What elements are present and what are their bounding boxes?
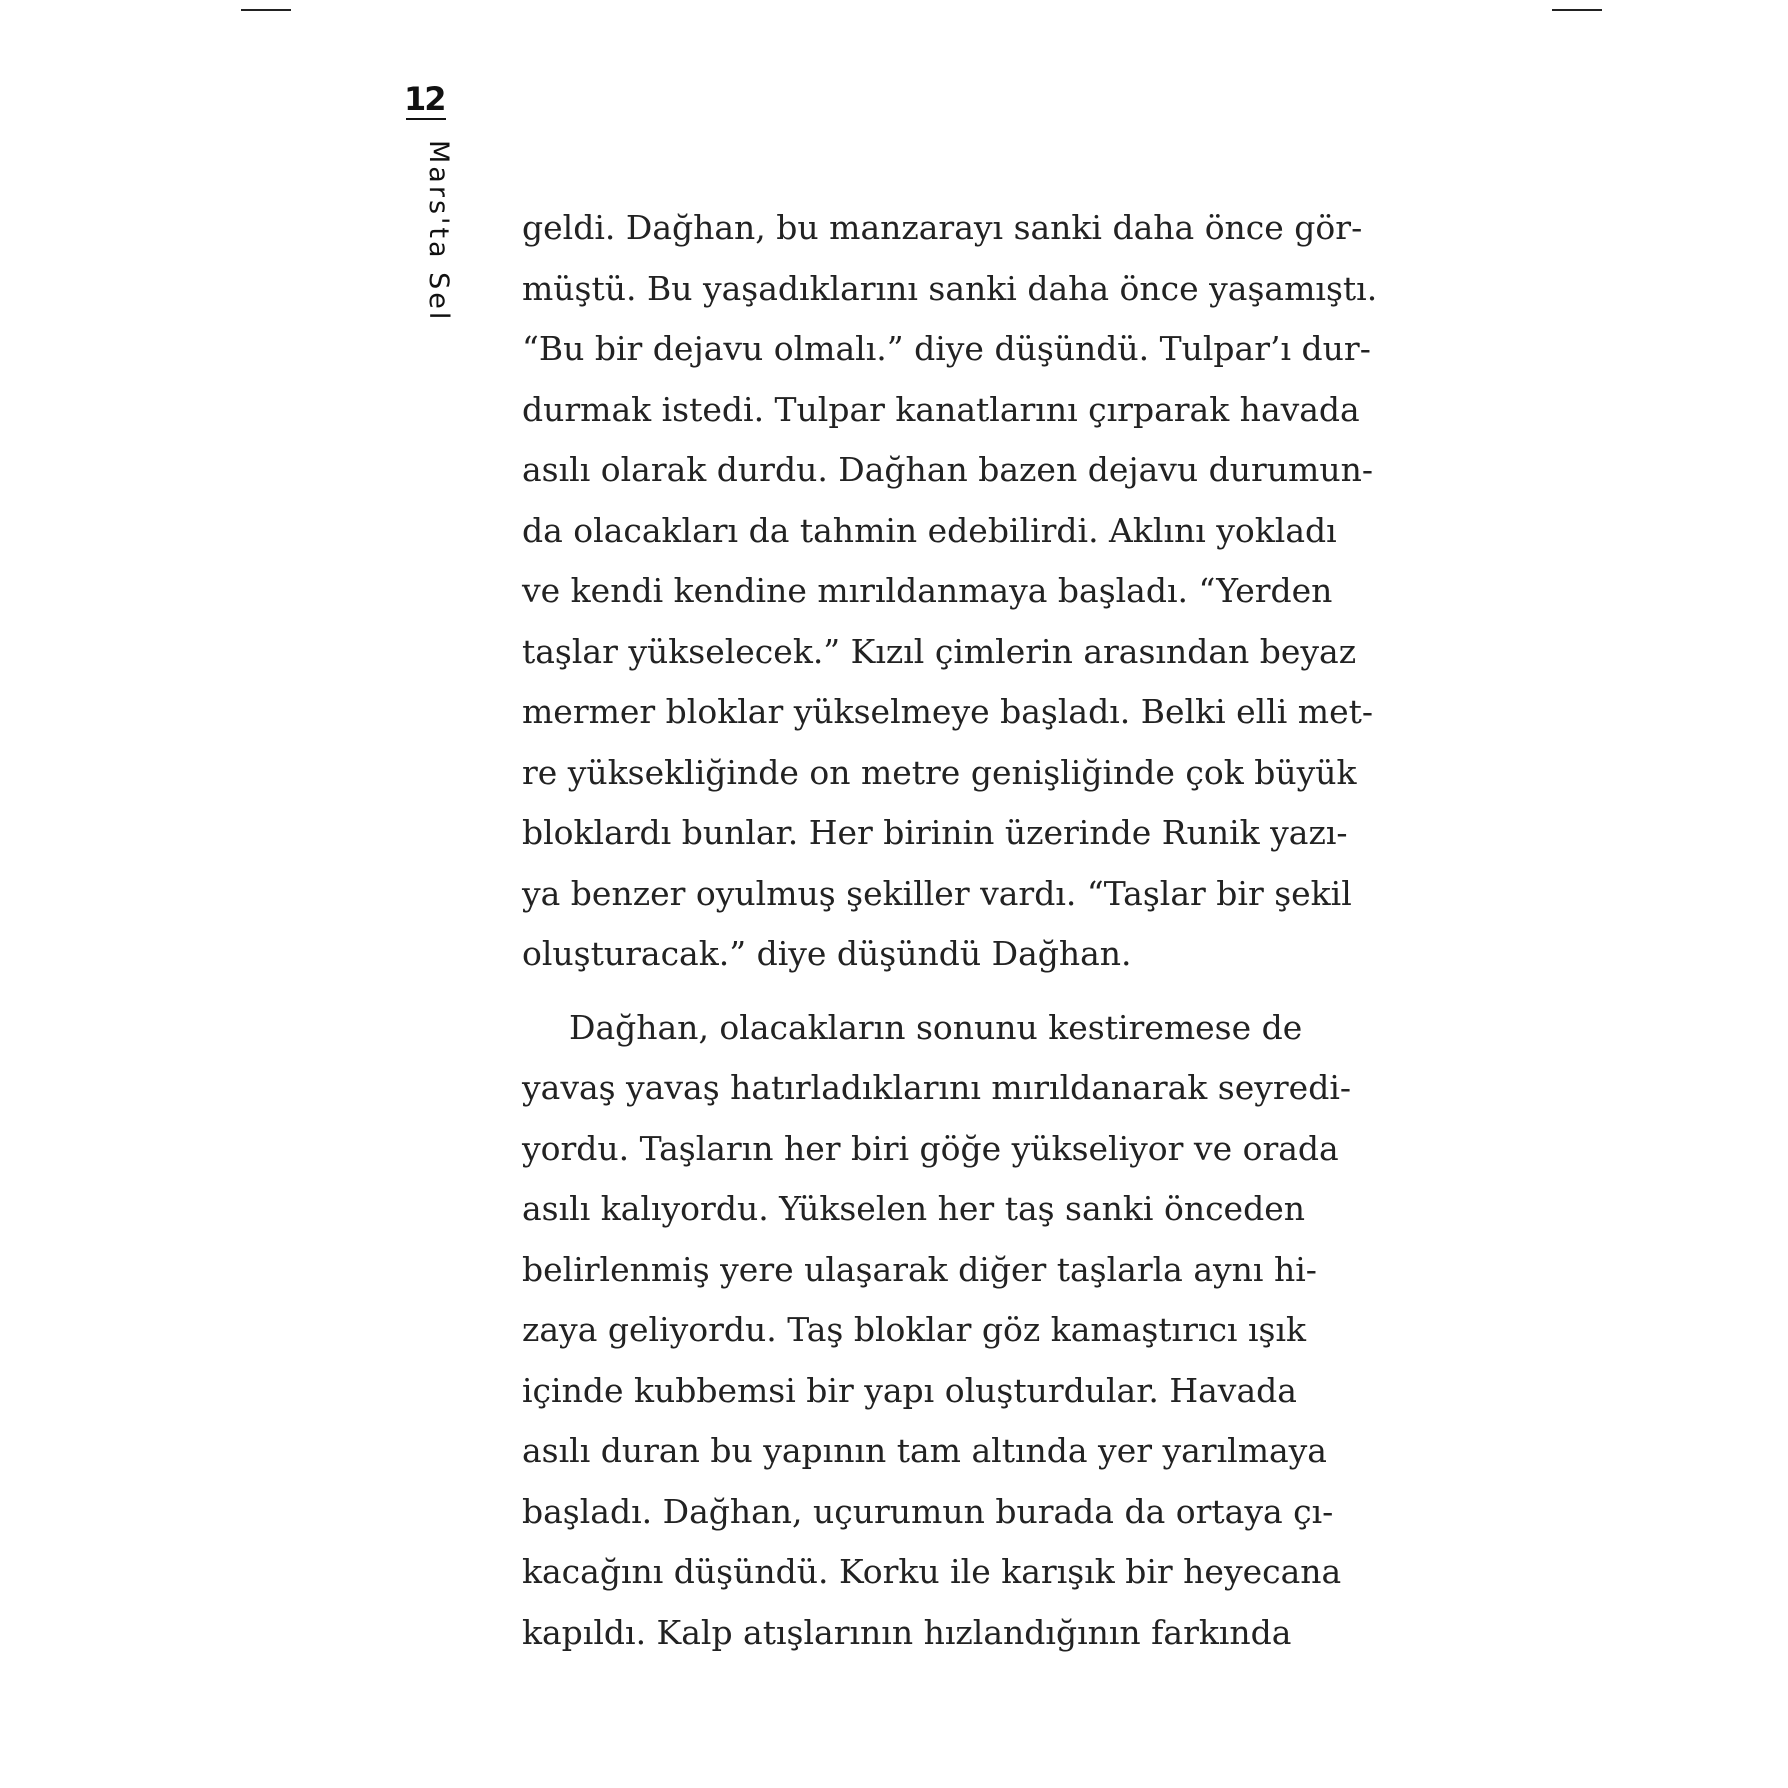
text-line: kacağını düşündü. Korku ile karışık bir heyecana <box>522 1552 1342 1591</box>
text-line: mermer bloklar yükselmeye başladı. Belki elli met- <box>522 692 1374 731</box>
text-line: oluşturacak.” diye düşündü Dağhan. <box>522 934 1132 973</box>
text-line: zaya geliyordu. Taş bloklar göz kamaştırıcı ışık <box>522 1310 1307 1349</box>
text-line: içinde kubbemsi bir yapı oluşturdular. Havada <box>522 1370 1297 1410</box>
text-line: başladı. Dağhan, uçurumun burada da ortaya çı- <box>522 1491 1334 1531</box>
text-line: da olacakları da tahmin edebilirdi. Aklını yokladı <box>522 510 1337 550</box>
text-line: kapıldı. Kalp atışlarının hızlandığının farkında <box>522 1612 1292 1652</box>
text-line: re yüksekliğinde on metre genişliğinde çok büyük <box>522 752 1357 792</box>
paragraph <box>522 198 1378 985</box>
text-line: taşlar yükselecek.” Kızıl çimlerin arasından beyaz <box>522 631 1357 671</box>
text-line: yavaş yavaş hatırladıklarını mırıldanarak seyredi- <box>522 1068 1352 1107</box>
text-line: yordu. Taşların her biri göğe yükseliyor ve orada <box>522 1128 1339 1168</box>
text-line: durmak istedi. Tulpar kanatlarını çırparak havada <box>522 389 1360 429</box>
text-line: ve kendi kendine mırıldanmaya başladı. “Yerden <box>522 571 1333 610</box>
text-line: “Bu bir dejavu olmalı.” diye düşündü. Tulpar’ı dur- <box>522 329 1371 368</box>
text-line: belirlenmiş yere ulaşarak diğer taşlarla aynı hi- <box>522 1249 1317 1289</box>
crop-mark-left <box>241 9 291 11</box>
text-line: asılı olarak durdu. Dağhan bazen dejavu durumun- <box>522 450 1373 489</box>
header-divider <box>406 118 446 120</box>
text-line: asılı kalıyordu. Yükselen her taş sanki önceden <box>522 1189 1305 1228</box>
crop-mark-right <box>1552 9 1602 11</box>
text-line: asılı duran bu yapının tam altında yer yarılmaya <box>522 1431 1327 1470</box>
text-line: geldi. Dağhan, bu manzarayı sanki daha önce gör- <box>522 208 1363 247</box>
text-line: bloklardı bunlar. Her birinin üzerinde Runik yazı- <box>522 813 1348 852</box>
text-line: Dağhan, olacakların sonunu kestiremese de <box>569 1007 1303 1047</box>
page-number: 12 <box>404 80 445 118</box>
running-title: Mars'ta Sel <box>423 140 454 323</box>
body-text <box>522 198 1378 1663</box>
text-line: ya benzer oyulmuş şekiller vardı. “Taşlar bir şekil <box>522 873 1352 913</box>
text-line: müştü. Bu yaşadıklarını sanki daha önce yaşamıştı. <box>522 268 1378 308</box>
paragraph-gap <box>522 985 1284 998</box>
paragraph <box>522 998 1352 1664</box>
